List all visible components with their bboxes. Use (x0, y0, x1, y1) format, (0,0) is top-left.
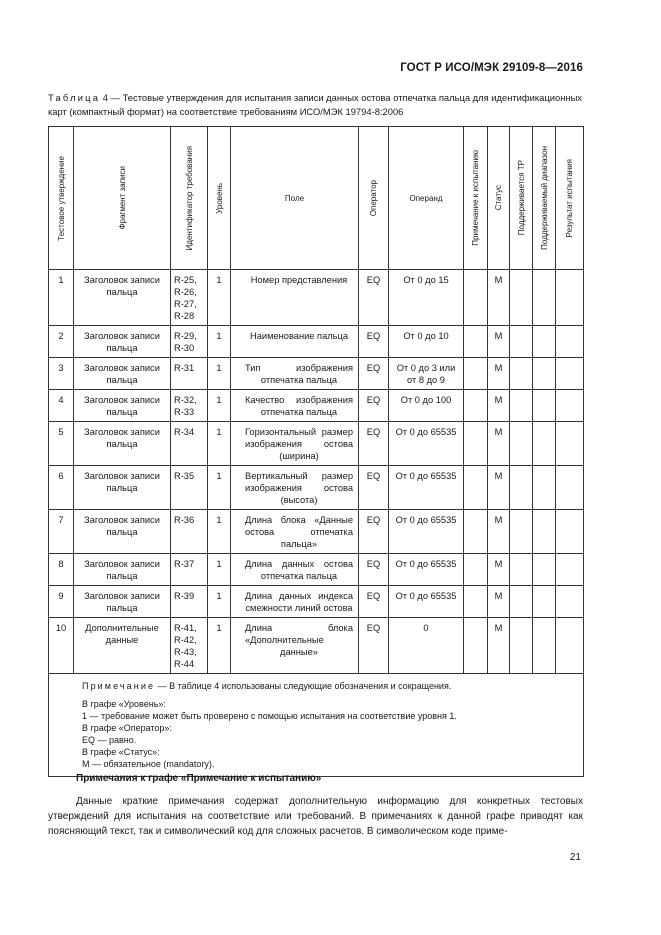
note-line: В графе «Оператор»: (82, 723, 172, 733)
col-header: Поддерживается ТР (510, 127, 533, 270)
cell-supported-range (533, 422, 556, 466)
col-header: Статус (488, 127, 510, 270)
col-header: Операнд (389, 127, 464, 270)
col-header: Уровень (208, 127, 231, 270)
cell-test-note (464, 326, 488, 358)
cell-requirement-id: R-37 (171, 554, 208, 586)
cell-test-result (556, 390, 584, 422)
cell-test-note (464, 422, 488, 466)
cell-requirement-id: R-31 (171, 358, 208, 390)
note-line: M — обязательное (mandatory). (82, 759, 215, 769)
cell-supported-range (533, 554, 556, 586)
table-row (49, 326, 584, 358)
cell-number: 10 (49, 618, 74, 674)
cell-status: M (488, 390, 510, 422)
note-line: 1 — требование может быть проверено с помощью испытания на соответствие уровня 1. (82, 711, 457, 721)
table-header-row (49, 127, 584, 270)
table-row (49, 510, 584, 554)
section-paragraph: Данные краткие примечания содержат дополнительную информацию для конкретных тестовых утверждений для испытания на соответствие или требований. В примечаниях к данной графе приводят как поясняющий текст, так и символический код для сложных расчетов. В символическом коде приме- (48, 796, 583, 838)
cell-fragment: Заголовок записи пальца (74, 554, 171, 586)
cell-operator: EQ (359, 466, 389, 510)
cell-status: M (488, 422, 510, 466)
cell-tr-supported (510, 270, 533, 326)
cell-test-note (464, 554, 488, 586)
col-header: Фрагмент записи (74, 127, 171, 270)
cell-supported-range (533, 358, 556, 390)
caption-number: 4 (102, 92, 108, 103)
cell-fragment: Заголовок записи пальца (74, 358, 171, 390)
note-line: В графе «Уровень»: (82, 699, 166, 709)
cell-operand: От 0 до 15 (389, 270, 464, 326)
cell-operator: EQ (359, 390, 389, 422)
cell-operand: От 0 до 65535 (389, 466, 464, 510)
table-caption (48, 91, 588, 119)
caption-text: — Тестовые утверждения для испытания записи данных остова отпечатка пальца для идентификационных карт (компактный формат) на соответствие требованиям ИСО/МЭК 19794-8:2006 (48, 92, 582, 117)
cell-tr-supported (510, 554, 533, 586)
cell-fragment: Заголовок записи пальца (74, 466, 171, 510)
section-title: Примечания к графе «Примечание к испытанию» (76, 773, 322, 784)
col-header: Тестовое утверждение (49, 127, 74, 270)
cell-operand: От 0 до 65535 (389, 554, 464, 586)
cell-number: 6 (49, 466, 74, 510)
cell-fragment: Заголовок записи пальца (74, 270, 171, 326)
cell-field: Длина блока «Дополнительные данные» (231, 618, 359, 674)
cell-status: M (488, 358, 510, 390)
cell-number: 1 (49, 270, 74, 326)
note-label: Примечание (82, 681, 156, 691)
cell-field: Горизонтальный размер изображения остова (ширина) (231, 422, 359, 466)
table-row (49, 270, 584, 326)
cell-operator: EQ (359, 270, 389, 326)
cell-operator: EQ (359, 358, 389, 390)
cell-tr-supported (510, 422, 533, 466)
cell-supported-range (533, 510, 556, 554)
cell-level: 1 (208, 618, 231, 674)
col-header: Результат испытания (556, 127, 584, 270)
cell-status: M (488, 586, 510, 618)
cell-test-result (556, 270, 584, 326)
cell-number: 2 (49, 326, 74, 358)
cell-test-result (556, 466, 584, 510)
cell-supported-range (533, 586, 556, 618)
cell-requirement-id: R-34 (171, 422, 208, 466)
cell-status: M (488, 618, 510, 674)
cell-operator: EQ (359, 422, 389, 466)
cell-level: 1 (208, 270, 231, 326)
cell-tr-supported (510, 618, 533, 674)
cell-operand: От 0 до 100 (389, 390, 464, 422)
cell-requirement-id: R-35 (171, 466, 208, 510)
cell-fragment: Заголовок записи пальца (74, 510, 171, 554)
cell-number: 3 (49, 358, 74, 390)
col-header: Идентификатор требования (171, 127, 208, 270)
cell-operand: От 0 до 65535 (389, 510, 464, 554)
cell-fragment: Заголовок записи пальца (74, 390, 171, 422)
cell-field: Длина данных остова отпечатка пальца (231, 554, 359, 586)
cell-supported-range (533, 270, 556, 326)
cell-number: 8 (49, 554, 74, 586)
cell-test-note (464, 618, 488, 674)
cell-requirement-id: R-29, R-30 (171, 326, 208, 358)
cell-field: Длина блока «Данные остова отпечатка пальца» (231, 510, 359, 554)
cell-tr-supported (510, 510, 533, 554)
cell-tr-supported (510, 358, 533, 390)
col-header: Поле (231, 127, 359, 270)
cell-operator: EQ (359, 618, 389, 674)
cell-requirement-id: R-25, R-26, R-27, R-28 (171, 270, 208, 326)
cell-tr-supported (510, 466, 533, 510)
cell-test-note (464, 586, 488, 618)
col-header: Поддерживаемый диапазон (533, 127, 556, 270)
cell-number: 5 (49, 422, 74, 466)
cell-operator: EQ (359, 554, 389, 586)
cell-test-result (556, 326, 584, 358)
cell-number: 9 (49, 586, 74, 618)
cell-level: 1 (208, 510, 231, 554)
cell-test-note (464, 390, 488, 422)
cell-supported-range (533, 390, 556, 422)
test-assertions-table (48, 126, 584, 777)
cell-level: 1 (208, 554, 231, 586)
cell-level: 1 (208, 466, 231, 510)
caption-label: Таблица (48, 92, 101, 103)
cell-requirement-id: R-32, R-33 (171, 390, 208, 422)
table-row (49, 586, 584, 618)
cell-level: 1 (208, 358, 231, 390)
table-row (49, 422, 584, 466)
cell-status: M (488, 554, 510, 586)
page-number: 21 (569, 852, 581, 863)
cell-number: 7 (49, 510, 74, 554)
cell-level: 1 (208, 422, 231, 466)
cell-operand: От 0 до 65535 (389, 422, 464, 466)
cell-level: 1 (208, 390, 231, 422)
cell-operator: EQ (359, 510, 389, 554)
cell-supported-range (533, 326, 556, 358)
cell-operand: От 0 до 10 (389, 326, 464, 358)
note-intro: — В таблице 4 использованы следующие обозначения и сокращения. (157, 681, 452, 691)
cell-test-result (556, 422, 584, 466)
cell-fragment: Заголовок записи пальца (74, 422, 171, 466)
cell-field: Длина данных индекса смежности линий остова (231, 586, 359, 618)
cell-operand: 0 (389, 618, 464, 674)
cell-field: Качество изображения отпечатка пальца (231, 390, 359, 422)
cell-test-note (464, 270, 488, 326)
cell-test-result (556, 586, 584, 618)
cell-status: M (488, 270, 510, 326)
cell-test-note (464, 510, 488, 554)
cell-fragment: Дополнительные данные (74, 618, 171, 674)
cell-field: Тип изображения отпечатка пальца (231, 358, 359, 390)
table-row (49, 618, 584, 674)
cell-tr-supported (510, 390, 533, 422)
cell-field: Номер представления (231, 270, 359, 326)
document-header: ГОСТ Р ИСО/МЭК 29109-8—2016 (400, 62, 583, 74)
cell-test-note (464, 358, 488, 390)
table-row (49, 554, 584, 586)
cell-number: 4 (49, 390, 74, 422)
cell-operator: EQ (359, 586, 389, 618)
col-header: Примечание к испытанию (464, 127, 488, 270)
cell-tr-supported (510, 326, 533, 358)
cell-status: M (488, 466, 510, 510)
cell-requirement-id: R-39 (171, 586, 208, 618)
cell-operator: EQ (359, 326, 389, 358)
table-note-row (49, 674, 584, 777)
cell-tr-supported (510, 586, 533, 618)
cell-supported-range (533, 618, 556, 674)
cell-requirement-id: R-41, R-42, R-43, R-44 (171, 618, 208, 674)
cell-test-result (556, 510, 584, 554)
cell-level: 1 (208, 586, 231, 618)
cell-test-result (556, 554, 584, 586)
table-note (49, 674, 584, 777)
cell-operand: От 0 до 3 или от 8 до 9 (389, 358, 464, 390)
cell-field: Вертикальный размер изображения остова (высота) (231, 466, 359, 510)
cell-supported-range (533, 466, 556, 510)
cell-operand: От 0 до 65535 (389, 586, 464, 618)
note-line: В графе «Статус»: (82, 747, 160, 757)
table-row (49, 358, 584, 390)
cell-fragment: Заголовок записи пальца (74, 586, 171, 618)
cell-field: Наименование пальца (231, 326, 359, 358)
cell-level: 1 (208, 326, 231, 358)
cell-status: M (488, 510, 510, 554)
cell-test-note (464, 466, 488, 510)
cell-test-result (556, 358, 584, 390)
cell-fragment: Заголовок записи пальца (74, 326, 171, 358)
cell-requirement-id: R-36 (171, 510, 208, 554)
cell-test-result (556, 618, 584, 674)
cell-status: M (488, 326, 510, 358)
note-line: EQ — равно. (82, 735, 137, 745)
table-row (49, 390, 584, 422)
table-row (49, 466, 584, 510)
col-header: Оператор (359, 127, 389, 270)
